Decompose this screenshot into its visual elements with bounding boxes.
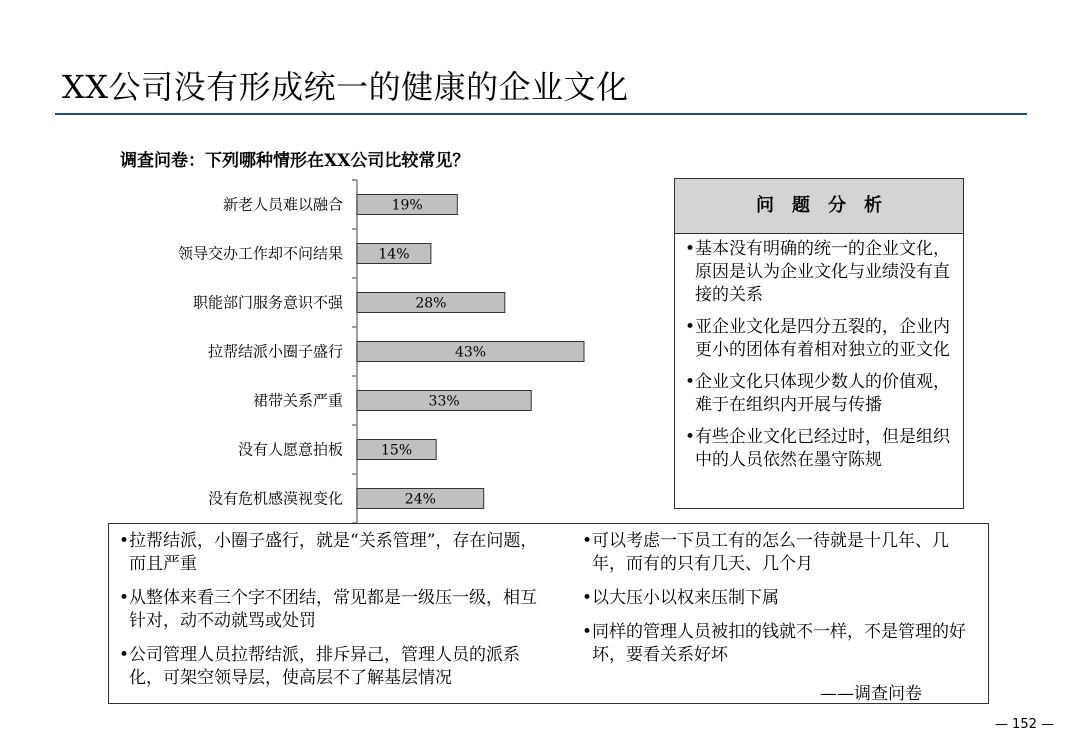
- category-label: 职能部门服务意识不强: [192, 293, 343, 312]
- analysis-item: •有些企业文化已经过时，但是组织中的人员依然在墨守陈规: [685, 427, 951, 470]
- quotes-source: ——调查问卷: [820, 684, 922, 704]
- category-label: 新老人员难以融合: [222, 195, 343, 214]
- quote-item: •可以考虑一下员工有的怎么一待就是十几年、几年，而有的只有几天、几个月: [582, 531, 950, 574]
- bar-value-label: 33%: [428, 393, 460, 410]
- chart-axis: [352, 180, 357, 523]
- category-label: 没有危机感漠视变化: [207, 489, 343, 508]
- quote-item: •同样的管理人员被扣的钱就不一样，不是管理的好坏，要看关系好坏: [582, 622, 967, 665]
- quotes-right-column: [582, 530, 977, 678]
- survey-quotes-box: [108, 523, 989, 704]
- bar-value-label: 15%: [381, 442, 413, 459]
- analysis-item: •基本没有明确的统一的企业文化，原因是认为企业文化与业绩没有直接的关系: [685, 239, 951, 305]
- quote-item: •从整体来看三个字不团结，常见都是一级压一级，相互针对，动不动就骂或处罚: [119, 588, 538, 631]
- quote-item: •以大压小以权来压制下属: [582, 588, 780, 608]
- page-title: XX公司没有形成统一的健康的企业文化: [62, 68, 629, 106]
- analysis-list: [675, 234, 963, 472]
- analysis-panel: [674, 178, 964, 509]
- page-number: — 152 —: [994, 717, 1054, 732]
- quote-item: •公司管理人员拉帮结派，排斥异己，管理人员的派系化，可架空领导层，使高层不了解基层情况: [119, 645, 521, 688]
- category-label: 拉帮结派小圈子盛行: [207, 342, 343, 361]
- bar-value-label: 43%: [454, 344, 487, 361]
- category-label: 领导交办工作却不问结果: [177, 244, 343, 263]
- bar-value-label: 19%: [391, 197, 423, 214]
- analysis-item: •亚企业文化是四分五裂的，企业内更小的团体有着相对独立的亚文化: [685, 317, 951, 360]
- bar-value-label: 28%: [415, 295, 447, 312]
- analysis-header: 问题分析: [675, 179, 963, 234]
- survey-question: 调查问卷：下列哪种情形在XX公司比较常见？: [120, 151, 470, 171]
- category-label: 裙带关系严重: [252, 391, 343, 410]
- category-label: 没有人愿意拍板: [237, 440, 343, 459]
- analysis-item: •企业文化只体现少数人的价值观，难于在组织内开展与传播: [685, 372, 951, 415]
- bar-value-label: 14%: [378, 246, 410, 263]
- quote-item: •拉帮结派，小圈子盛行，就是“关系管理”，存在问题，而且严重: [119, 531, 538, 574]
- bar-value-label: 24%: [404, 491, 436, 508]
- quotes-left-column: [119, 530, 549, 701]
- chart-bars: [178, 195, 584, 509]
